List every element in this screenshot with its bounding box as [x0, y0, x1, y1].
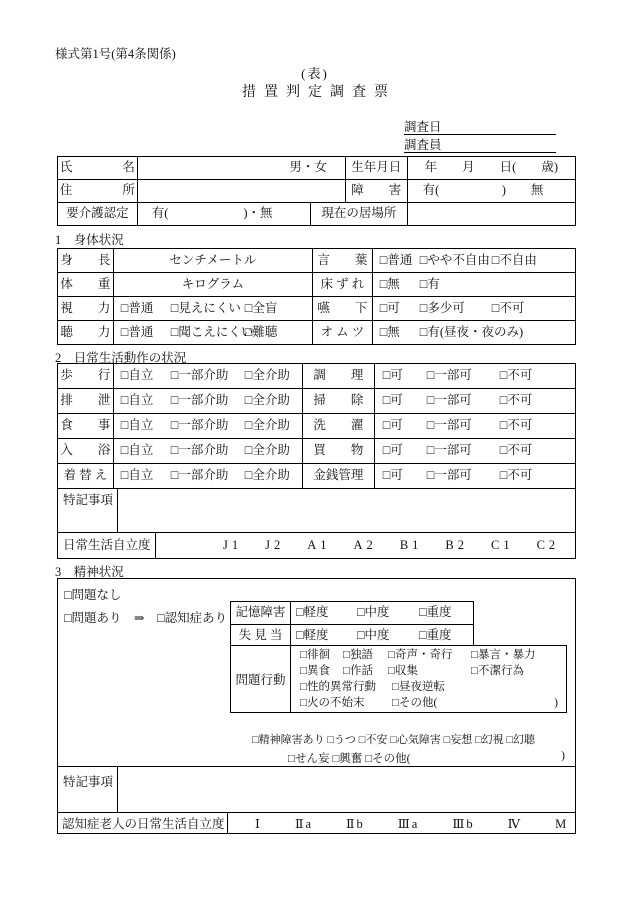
table-row: [58, 414, 575, 439]
checkbox-option[interactable]: □一部可: [426, 418, 472, 432]
physical-condition-table: [57, 248, 576, 345]
hearing-options: [114, 321, 313, 344]
vision-options: [114, 297, 313, 320]
behavior-line: [291, 664, 566, 680]
excretion-options: [114, 389, 303, 413]
checkbox-option[interactable]: □一部可: [426, 368, 472, 382]
checkbox-option-other[interactable]: □その他(: [392, 697, 438, 709]
checkbox-option[interactable]: □自立: [120, 393, 154, 407]
weight-label: 体 重: [58, 273, 114, 296]
checkbox-option[interactable]: □不可: [499, 368, 533, 382]
shopping-label: 買 物: [303, 439, 375, 463]
grade-option[interactable]: Ⅲa: [397, 817, 420, 831]
checkbox-option[interactable]: □全盲: [244, 301, 278, 315]
name-field[interactable]: [138, 157, 346, 179]
bathing-label: 入 浴: [58, 439, 114, 463]
height-label: 身 長: [58, 249, 114, 272]
table-row: [58, 364, 575, 389]
grade-option[interactable]: Ⅲb: [452, 817, 475, 831]
checkbox-option[interactable]: □軽度: [296, 605, 329, 619]
grade-option[interactable]: B2: [445, 538, 468, 552]
survey-date-field[interactable]: [442, 120, 556, 134]
dementia-grades: [228, 813, 575, 834]
care-cert-options[interactable]: 有( )・無: [138, 203, 311, 225]
checkbox-option[interactable]: □普通: [120, 301, 154, 315]
close-paren: ): [554, 697, 558, 709]
grade-option[interactable]: A2: [353, 538, 377, 552]
dob-label: 生年月日: [346, 157, 408, 179]
cooking-label: 調 理: [303, 364, 375, 388]
checkbox-option[interactable]: □自立: [120, 368, 154, 382]
money-management-label: 金銭管理: [303, 464, 375, 488]
checkbox-option[interactable]: □自立: [120, 468, 154, 482]
checkbox-option[interactable]: □昼夜逆転: [392, 681, 445, 693]
grade-option[interactable]: Ⅱa: [294, 817, 313, 831]
checkbox-option[interactable]: □性的異常行動: [300, 681, 376, 693]
checkbox-option[interactable]: □収集: [388, 665, 418, 677]
memory-disorder-label: 記憶障害: [231, 602, 291, 624]
memory-disorientation-table: [230, 601, 474, 648]
checkbox-option[interactable]: □聞こえにくい: [170, 325, 254, 339]
grade-option[interactable]: Ⅱb: [346, 817, 365, 831]
mental-condition-box: [57, 578, 576, 834]
checkbox-option[interactable]: □可: [382, 418, 403, 432]
mental-notes-row: [58, 766, 575, 812]
survey-date-row: [404, 120, 556, 135]
section1-heading: 1 身体状況: [55, 233, 124, 247]
checkbox-option[interactable]: □不自由: [491, 253, 537, 267]
dressing-label: 着 替 え: [58, 464, 114, 488]
checkbox-option[interactable]: □一部介助: [170, 393, 229, 407]
checkbox-option[interactable]: □重度: [419, 605, 452, 619]
swallowing-label: 嚥 下: [313, 297, 373, 320]
table-row: [58, 203, 575, 225]
surveyor-label: 調査員: [404, 138, 442, 152]
table-row: [231, 602, 473, 625]
bedsore-options: [373, 273, 575, 296]
checkbox-option[interactable]: □一部介助: [170, 368, 229, 382]
psychiatric-disorder-checkboxes[interactable]: □精神障害あり □うつ □不安 □心気障害 □妄想 □幻視 □幻聴: [252, 734, 536, 746]
checkbox-option[interactable]: □自立: [120, 418, 154, 432]
table-row: [58, 489, 575, 533]
memory-disorder-options: [291, 602, 473, 624]
eating-options: [114, 414, 303, 438]
diaper-label: オ ム ツ: [313, 321, 373, 344]
dementia-independence-row: [58, 812, 575, 834]
checkbox-option[interactable]: □奇声・奇行: [388, 649, 453, 661]
close-paren: ): [561, 750, 565, 762]
address-field[interactable]: [138, 180, 346, 202]
care-cert-label: 要介護認定: [58, 203, 138, 225]
checkbox-option[interactable]: □中度: [357, 605, 390, 619]
swallowing-options: [373, 297, 575, 320]
behavior-line: [291, 680, 566, 696]
adl-notes-field[interactable]: [118, 489, 575, 532]
problem-dementia-checkboxes[interactable]: □問題あり ⇒ □認知症あり: [64, 611, 228, 625]
adl-table: [57, 363, 576, 559]
section2-heading: 2 日常生活動作の状況: [55, 351, 187, 365]
survey-date-label: 調査日: [404, 120, 442, 134]
checkbox-option[interactable]: □全介助: [244, 443, 290, 457]
diaper-options: [373, 321, 575, 344]
checkbox-option[interactable]: □難聴: [244, 325, 278, 339]
checkbox-option[interactable]: □一部可: [426, 468, 472, 482]
money-management-options: [375, 464, 575, 488]
checkbox-option[interactable]: □やや不自由: [419, 253, 490, 267]
surveyor-row: [404, 138, 556, 153]
psychiatric-disorder-checkboxes-2: [288, 750, 569, 766]
eating-label: 食 事: [58, 414, 114, 438]
front-side-label: (表): [301, 66, 329, 81]
independence-grades: [156, 533, 575, 558]
dementia-independence-label: 認知症老人の日常生活自立度: [58, 813, 228, 834]
checkbox-option[interactable]: □軽度: [296, 628, 329, 642]
name-label: 氏 名: [58, 157, 138, 179]
table-row: [58, 439, 575, 464]
table-row: [58, 464, 575, 489]
adl-notes-label: 特記事項: [58, 489, 118, 532]
disorientation-options: [291, 625, 473, 647]
checkbox-option[interactable]: □せん妄 □興奮 □その他(: [288, 753, 411, 765]
excretion-label: 排 泄: [58, 389, 114, 413]
dressing-options: [114, 464, 303, 488]
checkbox-option[interactable]: □重度: [419, 628, 452, 642]
grade-option[interactable]: Ⅰ: [255, 817, 262, 831]
grade-option[interactable]: C2: [536, 538, 560, 552]
mental-notes-field[interactable]: [118, 767, 575, 812]
grade-option[interactable]: Ⅳ: [507, 817, 523, 831]
checkbox-option[interactable]: □可: [382, 468, 403, 482]
problem-behavior-options: [291, 646, 566, 712]
checkbox-option[interactable]: □多少可: [419, 301, 465, 315]
section3-heading: 3 精神状況: [55, 565, 124, 579]
grade-option[interactable]: A1: [307, 538, 331, 552]
laundry-label: 洗 濯: [303, 414, 375, 438]
grade-option[interactable]: M: [555, 817, 569, 831]
checkbox-option[interactable]: □可: [382, 368, 403, 382]
grade-option[interactable]: C1: [491, 538, 514, 552]
form-title: 措置判定調査票: [242, 85, 396, 100]
checkbox-option[interactable]: □不可: [499, 443, 533, 457]
grade-option[interactable]: J2: [265, 538, 285, 552]
disability-options[interactable]: 有( ) 無: [422, 183, 544, 197]
table-row: [58, 157, 575, 180]
checkbox-option[interactable]: □全介助: [244, 468, 290, 482]
grade-option[interactable]: J1: [223, 538, 243, 552]
checkbox-option[interactable]: □異食: [300, 665, 330, 677]
checkbox-option[interactable]: □一部介助: [170, 418, 229, 432]
checkbox-option[interactable]: □普通: [379, 253, 413, 267]
checkbox-option[interactable]: □独語: [343, 649, 373, 661]
independence-label: 日常生活自立度: [58, 533, 156, 558]
behavior-line: [291, 648, 566, 664]
checkbox-option[interactable]: □全介助: [244, 418, 290, 432]
current-location-field[interactable]: [408, 203, 575, 225]
no-problem-checkbox[interactable]: □問題なし: [64, 588, 122, 602]
walking-options: [114, 364, 303, 388]
vision-label: 視 力: [58, 297, 114, 320]
checkbox-option[interactable]: □自立: [120, 443, 154, 457]
weight-unit-field[interactable]: キログラム: [114, 273, 313, 296]
checkbox-option[interactable]: □不可: [499, 393, 533, 407]
checkbox-option[interactable]: □全介助: [244, 368, 290, 382]
address-label: 住 所: [58, 180, 138, 202]
cooking-options: [375, 364, 575, 388]
table-row: [58, 249, 575, 273]
table-row: [231, 625, 473, 647]
checkbox-option[interactable]: □見えにくい: [170, 301, 241, 315]
checkbox-option[interactable]: □不潔行為: [471, 665, 524, 677]
checkbox-option[interactable]: □可: [379, 301, 400, 315]
checkbox-option[interactable]: □不可: [499, 418, 533, 432]
checkbox-option[interactable]: □有: [419, 277, 440, 291]
checkbox-option[interactable]: □全介助: [244, 393, 290, 407]
disability-label: 障 害: [346, 180, 408, 202]
bathing-options: [114, 439, 303, 463]
other-fill-in-field[interactable]: [437, 696, 554, 712]
cleaning-label: 掃 除: [303, 389, 375, 413]
table-row: [58, 273, 575, 297]
identity-table: [57, 156, 576, 226]
problem-behavior-label: 問題行動: [231, 646, 291, 712]
checkbox-option[interactable]: □一部可: [426, 443, 472, 457]
table-row: [58, 533, 575, 558]
other-fill-in-field[interactable]: [410, 750, 561, 766]
checkbox-option[interactable]: □有(昼夜・夜のみ): [419, 325, 524, 339]
mental-notes-label: 特記事項: [58, 767, 118, 812]
checkbox-option[interactable]: □中度: [357, 628, 390, 642]
checkbox-option[interactable]: □不可: [499, 468, 533, 482]
checkbox-option[interactable]: □不可: [491, 301, 525, 315]
cleaning-options: [375, 389, 575, 413]
bedsore-label: 床 ず れ: [313, 273, 373, 296]
dob-field[interactable]: 年 月 日( 歳): [424, 160, 558, 174]
checkbox-option[interactable]: □一部介助: [170, 468, 229, 482]
speech-label: 言 葉: [313, 249, 373, 272]
checkbox-option[interactable]: □暴言・暴力: [471, 649, 536, 661]
table-row: [58, 297, 575, 321]
surveyor-field[interactable]: [442, 138, 556, 152]
shopping-options: [375, 439, 575, 463]
sex-options[interactable]: 男・女: [289, 160, 327, 174]
checkbox-option[interactable]: □一部介助: [170, 443, 229, 457]
checkbox-option[interactable]: □徘徊: [300, 649, 330, 661]
checkbox-option[interactable]: □可: [382, 393, 403, 407]
table-row: [58, 389, 575, 414]
checkbox-option[interactable]: □普通: [120, 325, 154, 339]
height-unit-field[interactable]: センチメートル: [114, 249, 313, 272]
walking-label: 歩 行: [58, 364, 114, 388]
table-row: [58, 321, 575, 344]
form-number: 様式第1号(第4条関係): [55, 47, 176, 61]
checkbox-option[interactable]: □火の不始末: [300, 697, 365, 709]
current-location-label: 現在の居場所: [311, 203, 408, 225]
checkbox-option[interactable]: □可: [382, 443, 403, 457]
behavior-line: [291, 696, 566, 712]
grade-option[interactable]: B1: [399, 538, 423, 552]
checkbox-option[interactable]: □一部可: [426, 393, 472, 407]
problem-behavior-table: [230, 645, 567, 713]
checkbox-option[interactable]: □無: [379, 325, 400, 339]
laundry-options: [375, 414, 575, 438]
checkbox-option[interactable]: □無: [379, 277, 400, 291]
checkbox-option[interactable]: □作話: [343, 665, 373, 677]
disorientation-label: 失 見 当: [231, 625, 291, 647]
speech-options: [373, 249, 575, 272]
hearing-label: 聴 力: [58, 321, 114, 344]
table-row: [58, 180, 575, 203]
